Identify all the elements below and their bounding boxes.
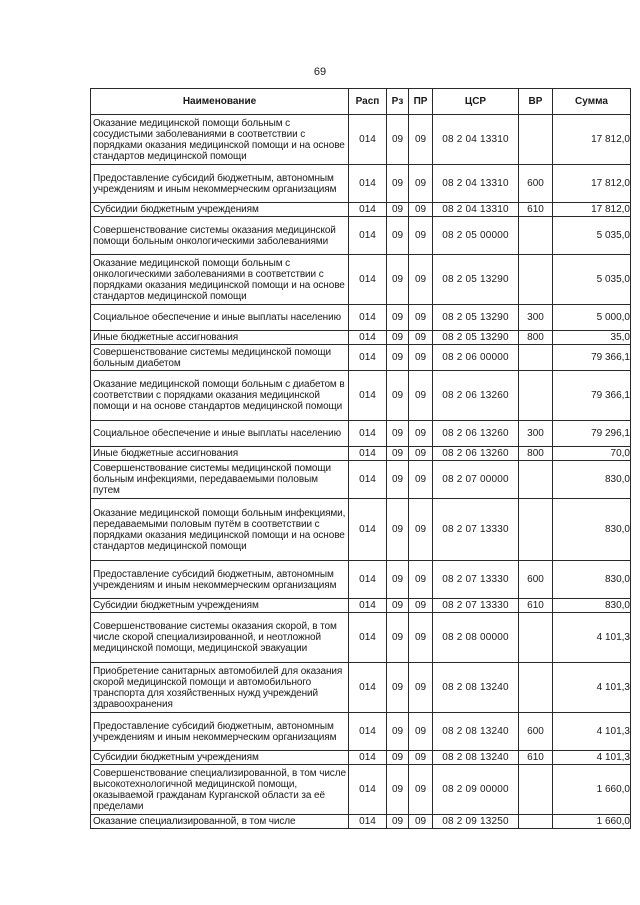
cell-sum: 79 296,1 <box>553 421 631 447</box>
cell-pr: 09 <box>409 561 433 599</box>
cell-pr: 09 <box>409 613 433 663</box>
cell-rz: 09 <box>387 613 409 663</box>
cell-vr <box>519 461 553 499</box>
cell-vr: 610 <box>519 599 553 613</box>
cell-pr: 09 <box>409 447 433 461</box>
cell-name: Социальное обеспечение и иные выплаты населению <box>91 421 349 447</box>
page-number: 69 <box>313 66 327 78</box>
cell-name: Субсидии бюджетным учреждениям <box>91 203 349 217</box>
cell-rz: 09 <box>387 751 409 765</box>
cell-csr: 08 2 08 13240 <box>433 751 519 765</box>
cell-name: Оказание медицинской помощи больным с диабетом в соответствии с порядками оказания медицинской помощи и на основе стандартов медицинской помощи <box>91 371 349 421</box>
cell-name: Оказание медицинской помощи больным с сосудистыми заболеваниями в соответствии с порядками оказания медицинской помощи и на основе стандартов медицинской помощи <box>91 115 349 165</box>
table-row <box>91 203 631 217</box>
cell-pr: 09 <box>409 461 433 499</box>
cell-csr: 08 2 07 13330 <box>433 561 519 599</box>
cell-pr: 09 <box>409 331 433 345</box>
cell-csr: 08 2 04 13310 <box>433 115 519 165</box>
cell-vr <box>519 815 553 829</box>
cell-csr: 08 2 07 13330 <box>433 599 519 613</box>
cell-pr: 09 <box>409 115 433 165</box>
table-row <box>91 421 631 447</box>
cell-rasp: 014 <box>349 613 387 663</box>
cell-rasp: 014 <box>349 599 387 613</box>
cell-rasp: 014 <box>349 765 387 815</box>
cell-vr <box>519 499 553 561</box>
cell-rasp: 014 <box>349 421 387 447</box>
cell-csr: 08 2 05 13290 <box>433 255 519 305</box>
table-row <box>91 447 631 461</box>
cell-name: Иные бюджетные ассигнования <box>91 447 349 461</box>
cell-rz: 09 <box>387 115 409 165</box>
cell-vr <box>519 115 553 165</box>
table-row <box>91 713 631 751</box>
cell-rz: 09 <box>387 165 409 203</box>
cell-csr: 08 2 07 13330 <box>433 499 519 561</box>
cell-rz: 09 <box>387 447 409 461</box>
table-row <box>91 765 631 815</box>
table-row <box>91 663 631 713</box>
table-row <box>91 815 631 829</box>
cell-pr: 09 <box>409 305 433 331</box>
cell-sum: 79 366,1 <box>553 345 631 371</box>
cell-name: Предоставление субсидий бюджетным, автономным учреждениям и иным некоммерческим организациям <box>91 561 349 599</box>
table-row <box>91 561 631 599</box>
cell-rasp: 014 <box>349 499 387 561</box>
header-csr: ЦСР <box>433 89 519 115</box>
cell-rasp: 014 <box>349 371 387 421</box>
cell-rz: 09 <box>387 663 409 713</box>
cell-sum: 830,0 <box>553 561 631 599</box>
cell-csr: 08 2 06 13260 <box>433 421 519 447</box>
cell-rz: 09 <box>387 461 409 499</box>
cell-csr: 08 2 08 13240 <box>433 663 519 713</box>
cell-csr: 08 2 04 13310 <box>433 165 519 203</box>
header-row <box>91 89 631 115</box>
cell-csr: 08 2 07 00000 <box>433 461 519 499</box>
table-row <box>91 255 631 305</box>
cell-rasp: 014 <box>349 345 387 371</box>
cell-rasp: 014 <box>349 663 387 713</box>
cell-csr: 08 2 05 13290 <box>433 331 519 345</box>
cell-csr: 08 2 06 13260 <box>433 371 519 421</box>
cell-name: Субсидии бюджетным учреждениям <box>91 599 349 613</box>
cell-rasp: 014 <box>349 331 387 345</box>
cell-pr: 09 <box>409 765 433 815</box>
cell-pr: 09 <box>409 255 433 305</box>
cell-csr: 08 2 04 13310 <box>433 203 519 217</box>
cell-rz: 09 <box>387 599 409 613</box>
table-header <box>91 89 631 115</box>
header-vr: ВР <box>519 89 553 115</box>
header-name: Наименование <box>91 89 349 115</box>
cell-pr: 09 <box>409 663 433 713</box>
cell-rz: 09 <box>387 561 409 599</box>
cell-vr: 300 <box>519 305 553 331</box>
cell-rasp: 014 <box>349 165 387 203</box>
cell-rz: 09 <box>387 255 409 305</box>
cell-sum: 830,0 <box>553 499 631 561</box>
cell-rz: 09 <box>387 331 409 345</box>
cell-name: Оказание медицинской помощи больным инфекциями, передаваемыми половым путём в соответствии с порядками оказания медицинской помощи и на основе стандартов медицинской помощи <box>91 499 349 561</box>
cell-pr: 09 <box>409 713 433 751</box>
cell-sum: 1 660,0 <box>553 765 631 815</box>
cell-rasp: 014 <box>349 561 387 599</box>
cell-rz: 09 <box>387 815 409 829</box>
table-row <box>91 115 631 165</box>
table-body <box>91 115 631 829</box>
cell-rasp: 014 <box>349 447 387 461</box>
table-row <box>91 461 631 499</box>
cell-sum: 70,0 <box>553 447 631 461</box>
cell-csr: 08 2 05 13290 <box>433 305 519 331</box>
cell-rz: 09 <box>387 305 409 331</box>
cell-csr: 08 2 08 13240 <box>433 713 519 751</box>
table-row <box>91 751 631 765</box>
cell-rasp: 014 <box>349 305 387 331</box>
cell-sum: 35,0 <box>553 331 631 345</box>
cell-name: Социальное обеспечение и иные выплаты населению <box>91 305 349 331</box>
header-rasp: Расп <box>349 89 387 115</box>
budget-table <box>90 88 631 829</box>
table-row <box>91 499 631 561</box>
cell-pr: 09 <box>409 815 433 829</box>
cell-rz: 09 <box>387 765 409 815</box>
cell-rasp: 014 <box>349 217 387 255</box>
cell-name: Совершенствование системы медицинской помощи больным диабетом <box>91 345 349 371</box>
cell-rz: 09 <box>387 371 409 421</box>
cell-pr: 09 <box>409 165 433 203</box>
cell-sum: 830,0 <box>553 599 631 613</box>
cell-name: Предоставление субсидий бюджетным, автономным учреждениям и иным некоммерческим организациям <box>91 713 349 751</box>
cell-sum: 17 812,0 <box>553 165 631 203</box>
cell-rz: 09 <box>387 217 409 255</box>
table-row <box>91 217 631 255</box>
table-row <box>91 613 631 663</box>
cell-csr: 08 2 06 00000 <box>433 345 519 371</box>
cell-pr: 09 <box>409 371 433 421</box>
cell-vr: 800 <box>519 331 553 345</box>
cell-pr: 09 <box>409 599 433 613</box>
cell-name: Совершенствование системы оказания скорой, в том числе скорой специализированной, и неотложной медицинской помощи, медицинской эвакуации <box>91 613 349 663</box>
cell-rasp: 014 <box>349 115 387 165</box>
cell-csr: 08 2 06 13260 <box>433 447 519 461</box>
header-sum: Сумма <box>553 89 631 115</box>
cell-rz: 09 <box>387 713 409 751</box>
cell-sum: 17 812,0 <box>553 115 631 165</box>
cell-vr: 800 <box>519 447 553 461</box>
cell-vr: 300 <box>519 421 553 447</box>
table-row <box>91 331 631 345</box>
cell-pr: 09 <box>409 499 433 561</box>
cell-vr: 600 <box>519 165 553 203</box>
cell-sum: 79 366,1 <box>553 371 631 421</box>
cell-rasp: 014 <box>349 461 387 499</box>
cell-name: Совершенствование системы оказания медицинской помощи больным онкологическими заболеваниями <box>91 217 349 255</box>
cell-rz: 09 <box>387 499 409 561</box>
cell-vr <box>519 371 553 421</box>
cell-sum: 5 035,0 <box>553 255 631 305</box>
cell-sum: 830,0 <box>553 461 631 499</box>
cell-pr: 09 <box>409 203 433 217</box>
cell-sum: 4 101,3 <box>553 663 631 713</box>
cell-rz: 09 <box>387 345 409 371</box>
cell-rasp: 014 <box>349 713 387 751</box>
cell-vr <box>519 255 553 305</box>
cell-name: Совершенствование специализированной, в том числе высокотехнологичной медицинской помощи, оказываемой гражданам Курганской области за её пределами <box>91 765 349 815</box>
cell-rasp: 014 <box>349 751 387 765</box>
cell-vr: 600 <box>519 561 553 599</box>
cell-vr <box>519 613 553 663</box>
cell-sum: 1 660,0 <box>553 815 631 829</box>
cell-vr <box>519 345 553 371</box>
cell-rz: 09 <box>387 203 409 217</box>
table-row <box>91 599 631 613</box>
cell-name: Оказание медицинской помощи больным с онкологическими заболеваниями в соответствии с порядками оказания медицинской помощи и на основе стандартов медицинской помощи <box>91 255 349 305</box>
cell-pr: 09 <box>409 217 433 255</box>
cell-sum: 4 101,3 <box>553 713 631 751</box>
cell-rasp: 014 <box>349 815 387 829</box>
cell-name: Приобретение санитарных автомобилей для оказания скорой медицинской помощи и автомобильного транспорта для хозяйственных нужд учреждений здравоохранения <box>91 663 349 713</box>
cell-name: Иные бюджетные ассигнования <box>91 331 349 345</box>
cell-name: Предоставление субсидий бюджетным, автономным учреждениям и иным некоммерческим организациям <box>91 165 349 203</box>
table-row <box>91 305 631 331</box>
cell-vr <box>519 663 553 713</box>
cell-pr: 09 <box>409 751 433 765</box>
cell-rz: 09 <box>387 421 409 447</box>
table-row <box>91 345 631 371</box>
cell-vr: 610 <box>519 203 553 217</box>
cell-csr: 08 2 09 13250 <box>433 815 519 829</box>
cell-vr: 600 <box>519 713 553 751</box>
cell-sum: 5 035,0 <box>553 217 631 255</box>
cell-name: Оказание специализированной, в том числе <box>91 815 349 829</box>
cell-rasp: 014 <box>349 255 387 305</box>
cell-sum: 4 101,3 <box>553 751 631 765</box>
table-row <box>91 371 631 421</box>
cell-name: Совершенствование системы медицинской помощи больным инфекциями, передаваемыми половым путем <box>91 461 349 499</box>
cell-sum: 4 101,3 <box>553 613 631 663</box>
cell-rasp: 014 <box>349 203 387 217</box>
cell-pr: 09 <box>409 421 433 447</box>
cell-csr: 08 2 05 00000 <box>433 217 519 255</box>
cell-pr: 09 <box>409 345 433 371</box>
header-rz: Рз <box>387 89 409 115</box>
cell-csr: 08 2 09 00000 <box>433 765 519 815</box>
cell-vr <box>519 217 553 255</box>
table-row <box>91 165 631 203</box>
cell-csr: 08 2 08 00000 <box>433 613 519 663</box>
cell-sum: 5 000,0 <box>553 305 631 331</box>
header-pr: ПР <box>409 89 433 115</box>
cell-vr: 610 <box>519 751 553 765</box>
cell-sum: 17 812,0 <box>553 203 631 217</box>
cell-vr <box>519 765 553 815</box>
cell-name: Субсидии бюджетным учреждениям <box>91 751 349 765</box>
